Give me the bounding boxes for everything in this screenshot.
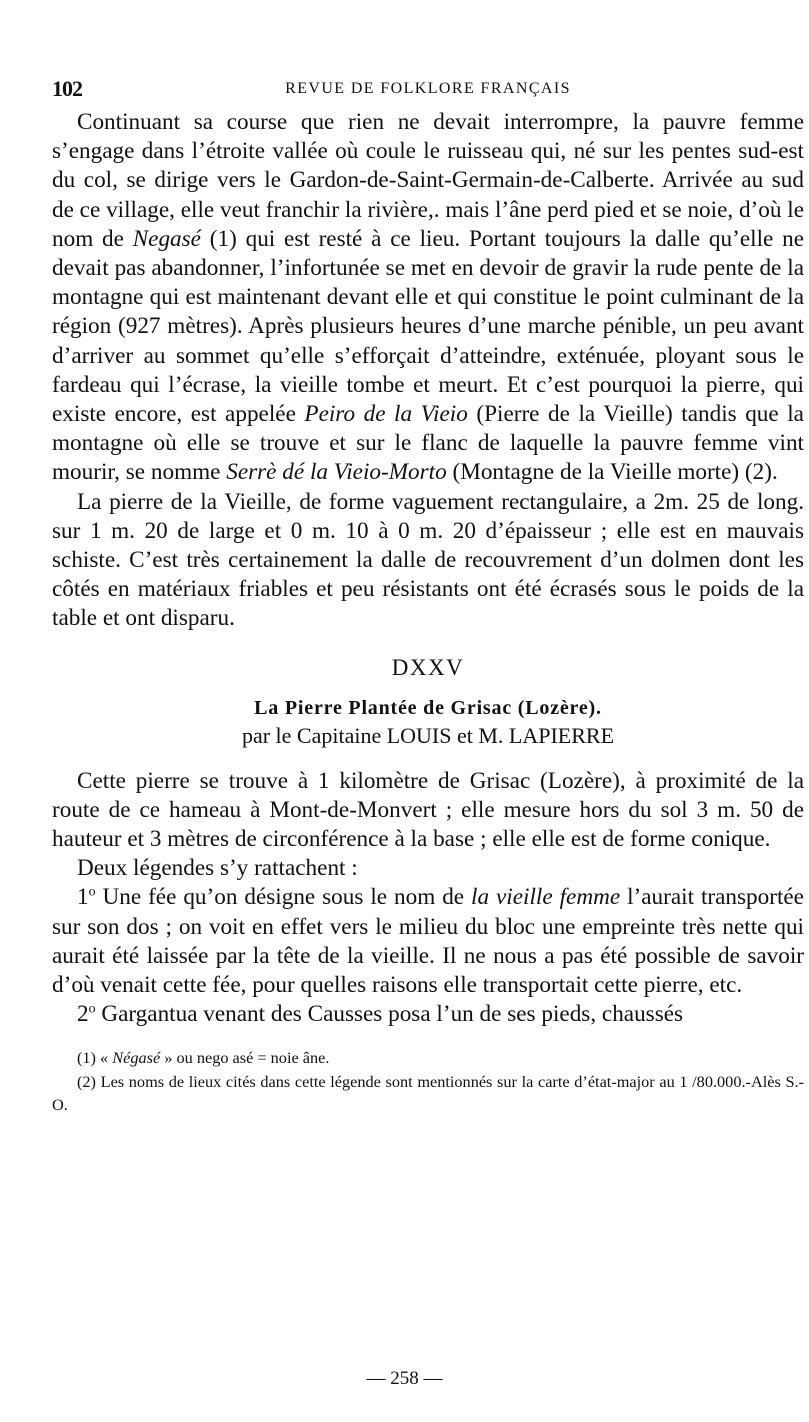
emphasis: la vieille femme	[471, 884, 621, 911]
page-footer-number: — 258 —	[366, 1368, 443, 1389]
footnote: (1) « Négasé » ou nego asé = noie âne.	[77, 1048, 330, 1068]
paragraph: 2$^o$ Gargantua venant des Causses posa l’un de ses pieds, chaussés	[77, 1001, 684, 1028]
page-number: 102	[52, 76, 82, 101]
place-name: Negasé	[132, 225, 201, 252]
body-text	[52, 108, 804, 1029]
running-title: REVUE DE FOLKLORE FRANÇAIS	[285, 80, 571, 97]
section-number: DXXV	[391, 654, 465, 680]
paragraph: Deux légendes s’y rattachent :	[77, 855, 358, 882]
paragraph: La pierre de la Vieille, de forme vaguement rectangulaire, a 2m. 25 de long. sur 1 m. 20 de large et 0 m. 10 à 0 m. 20 d’épaisseur ; elle est en mauvais schiste. C’est très certainement la dalle de recouvrement d’un dolmen dont les côtés en matériaux friables et peu résistants ont été écrasés sous le poids de la table et ont disparu.	[52, 488, 804, 632]
paragraph: 1$^o$ Une fée qu’on désigne sous le nom de la vieille femme l’aurait transportée sur son dos ; on voit en effet vers le milieu du bloc une empreinte très nette qui aurait été laissée par la tête de la vieille. Il ne nous a pas été possible de savoir d’où venait cette fée, pour quelles raisons elle transportait cette pierre, etc.	[52, 884, 804, 999]
section-author: par le Capitaine LOUIS et M. LAPIERRE	[241, 722, 615, 748]
paragraph: Continuant sa course que rien ne devait interrompre, la pauvre femme s’engage dans l’étroite vallée où coule le ruisseau qui, né sur les pentes sud-est du col, se dirige vers le Gardon-de-Saint-Germain-de-Calberte. Arrivée au sud de ce village, elle veut franchir la rivière,. mais l’âne perd pied et se noie, d’où le nom de Negasé (1) qui est resté à ce lieu. Portant toujours la dalle qu’elle ne devait pas abandonner, l’infortunée se met en devoir de gravir la rude pente de la montagne qui est maintenant devant elle et qui constitue le point culminant de la région (927 mètres). Après plusieurs heures d’une marche pénible, un peu avant d’arriver au sommet qu’elle s’efforçait d’atteindre, exténuée, ployant sous le fardeau qui l’écrase, la vieille tombe et meurt. Et c’est pourquoi la pierre, qui existe encore, est appelée Peiro de la Vieio (Pierre de la Vieille) tandis que la montagne où elle se trouve et sur le flanc de laquelle la pauvre femme vint mourir, se nomme Serrè dé la Vieio-Morto (Montagne de la Vieille morte) (2).	[52, 109, 804, 486]
page	[52, 74, 804, 1117]
paragraph: Cette pierre se trouve à 1 kilomètre de Grisac (Lozère), à proximité de la route de ce hameau à Mont-de-Monvert ; elle mesure hors du sol 3 m. 50 de hauteur et 3 mètres de circonférence à la base ; elle elle est de forme conique.	[52, 767, 804, 853]
place-name: Serrè dé la Vieio-Morto	[226, 459, 447, 486]
footnote: (2) Les noms de lieux cités dans cette légende sont mentionnés sur la carte d’état-major au 1 /80.000.-Alès S.-O.	[52, 1071, 804, 1115]
section-title: La Pierre Plantée de Grisac (Lozère).	[254, 696, 602, 719]
footnotes	[52, 1046, 804, 1117]
place-name: Peiro de la Vieio	[304, 401, 468, 428]
page-header	[52, 74, 804, 108]
